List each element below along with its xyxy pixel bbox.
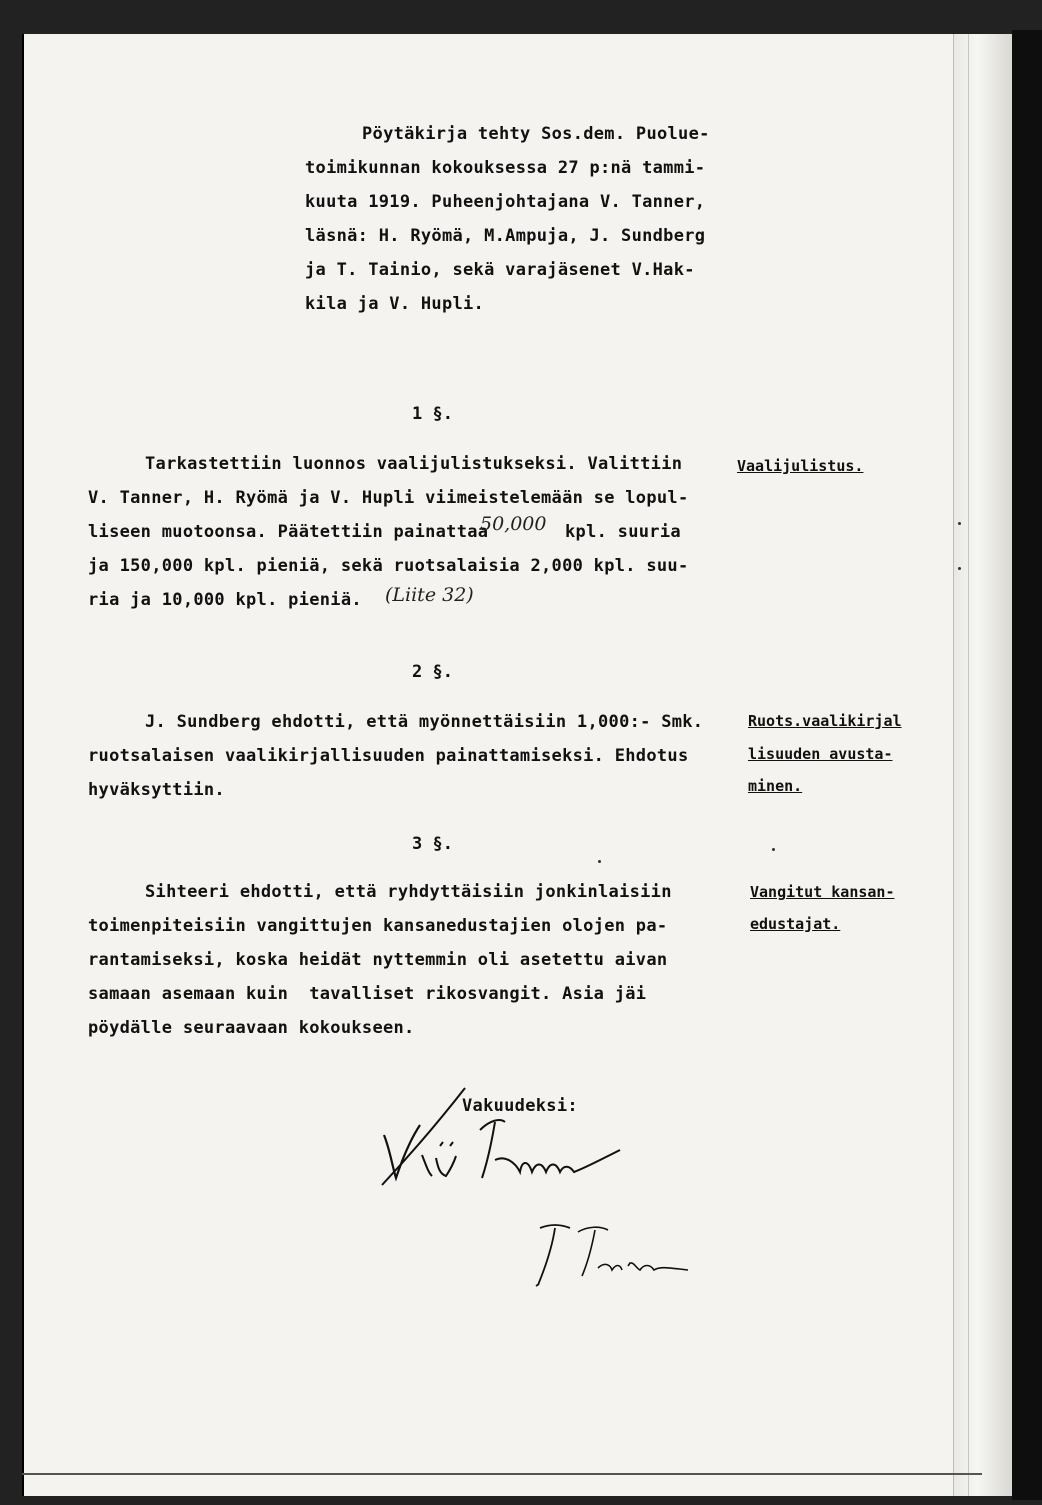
section-line: ruotsalaisen vaalikirjallisuuden painattamiseksi. Ehdotus <box>88 746 689 766</box>
signature-tainio <box>500 1210 700 1290</box>
section-number: 1 §. <box>412 404 453 424</box>
section-line: liseen muotoonsa. Päätettiin painattaa <box>88 522 489 542</box>
section-line: ria ja 10,000 kpl. pieniä. <box>88 590 362 610</box>
section-line: Sihteeri ehdotti, että ryhdyttäisiin jonkinlaisiin <box>145 882 672 902</box>
handwritten-amount: 50,000 <box>480 513 547 535</box>
scan-speck <box>958 522 961 525</box>
margin-note: Vangitut kansan- <box>750 883 895 901</box>
signature-tanner <box>370 1080 630 1190</box>
header-line: kuuta 1919. Puheenjohtajana V. Tanner, <box>305 192 706 212</box>
section-line: hyväksyttiin. <box>88 780 225 800</box>
margin-note: Ruots.vaalikirjal <box>748 712 902 730</box>
header-line: kila ja V. Hupli. <box>305 294 485 314</box>
section-number: 3 §. <box>412 834 453 854</box>
page-bottom-edge <box>22 1473 982 1475</box>
handwritten-appendix-note: (Liite 32) <box>385 584 474 606</box>
section-line: rantamiseksi, koska heidät nyttemmin oli asetettu aivan <box>88 950 668 970</box>
header-line: läsnä: H. Ryömä, M.Ampuja, J. Sundberg <box>305 226 706 246</box>
header-line: toimikunnan kokouksessa 27 p:nä tammi- <box>305 158 706 178</box>
scan-speck <box>958 567 961 570</box>
margin-note: lisuuden avusta- <box>748 745 893 763</box>
margin-note: Vaalijulistus. <box>737 457 864 475</box>
section-line-end: kpl. suuria <box>565 522 681 542</box>
scan-speck <box>598 860 601 863</box>
book-binding <box>1012 30 1042 1500</box>
header-line: ja T. Tainio, sekä varajäsenet V.Hak- <box>305 260 695 280</box>
header-line: Pöytäkirja tehty Sos.dem. Puolue- <box>362 124 710 144</box>
section-line: samaan asemaan kuin tavalliset rikosvangit. Asia jäi <box>88 984 647 1004</box>
page-edge <box>953 34 1012 1496</box>
section-line: J. Sundberg ehdotti, että myönnettäisiin 1,000:- Smk. <box>145 712 704 732</box>
section-line: V. Tanner, H. Ryömä ja V. Hupli viimeistelemään se lopul- <box>88 488 689 508</box>
margin-note: edustajat. <box>750 915 841 933</box>
section-line: Tarkastettiin luonnos vaalijulistukseksi. Valittiin <box>145 454 683 474</box>
attestation-label: Vakuudeksi: <box>462 1096 578 1116</box>
scan-speck <box>772 848 775 851</box>
section-number: 2 §. <box>412 662 453 682</box>
section-line: pöydälle seuraavaan kokoukseen. <box>88 1018 415 1038</box>
section-line: toimenpiteisiin vangittujen kansanedustajien olojen pa- <box>88 916 668 936</box>
section-line: ja 150,000 kpl. pieniä, sekä ruotsalaisia 2,000 kpl. suu- <box>88 556 689 576</box>
margin-note: minen. <box>748 777 803 795</box>
